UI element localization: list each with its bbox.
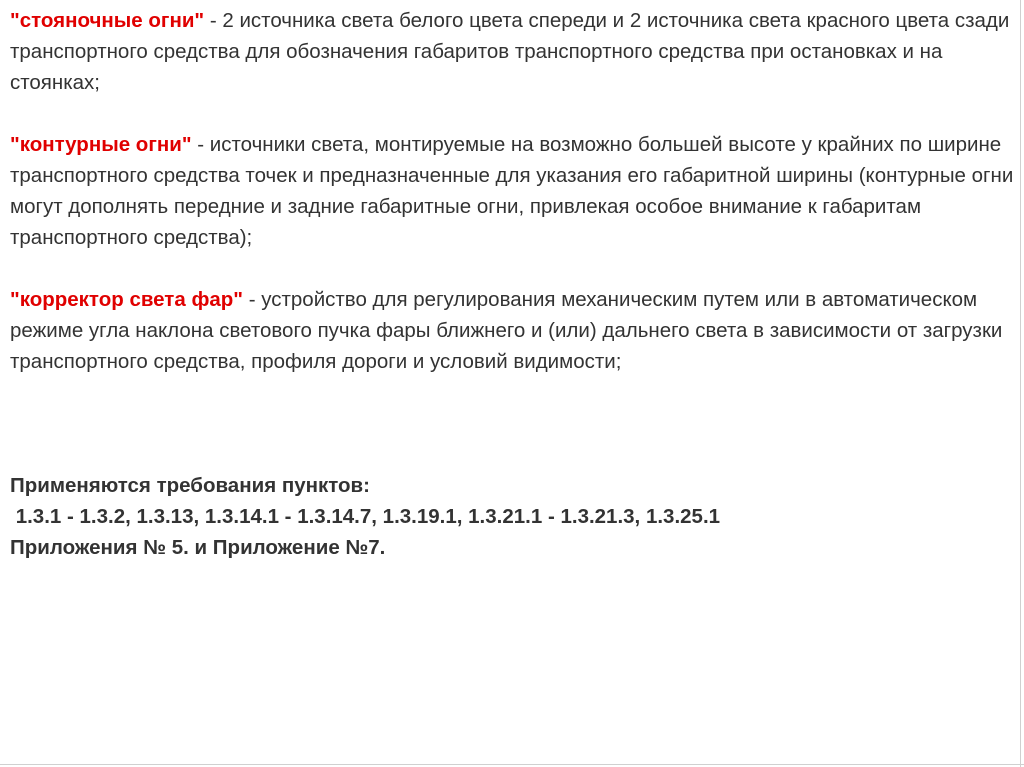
requirements-items: 1.3.1 - 1.3.2, 1.3.13, 1.3.14.1 - 1.3.14.7, 1.3.19.1, 1.3.21.1 - 1.3.21.3, 1.3.25.1 (10, 505, 721, 528)
definition-text-parking-lights: - 2 источника света белого цвета спереди и 2 источника света красного цвета сзади транспортного средства для обозначения габаритов транспортного средства при остановках и на стоянках; (10, 9, 1010, 94)
definition-parking-lights (10, 5, 1015, 98)
term-contour-lights: "контурные огни" (10, 133, 192, 156)
term-parking-lights: "стояночные огни" (10, 9, 205, 32)
slide-border-bottom (0, 764, 1024, 765)
slide-content (10, 5, 1015, 563)
requirements-heading: Применяются требования пунктов: (10, 474, 370, 497)
slide-border-right (1020, 0, 1021, 767)
definition-contour-lights (10, 129, 1015, 253)
term-headlamp-leveling: "корректор света фар" (10, 288, 244, 311)
requirements-appendix: Приложения № 5. и Приложение №7. (10, 536, 386, 559)
definition-headlamp-leveling (10, 284, 1015, 377)
definition-text-headlamp-leveling: - устройство для регулирования механическим путем или в автоматическом режиме угла наклона светового пучка фары ближнего и (или) дальнего света в зависимости от загрузки транспортного средства, профиля дороги и условий видимости; (10, 288, 1003, 373)
requirements-block (10, 470, 1015, 563)
definition-text-contour-lights: - источники света, монтируемые на возможно большей высоте у крайних по ширине транспортного средства точек и предназначенные для указания его габаритной ширины (контурные огни могут дополнять передние и задние габаритные огни, привлекая особое внимание к габаритам транспортного средства); (10, 133, 1014, 249)
spacer (10, 408, 1015, 470)
